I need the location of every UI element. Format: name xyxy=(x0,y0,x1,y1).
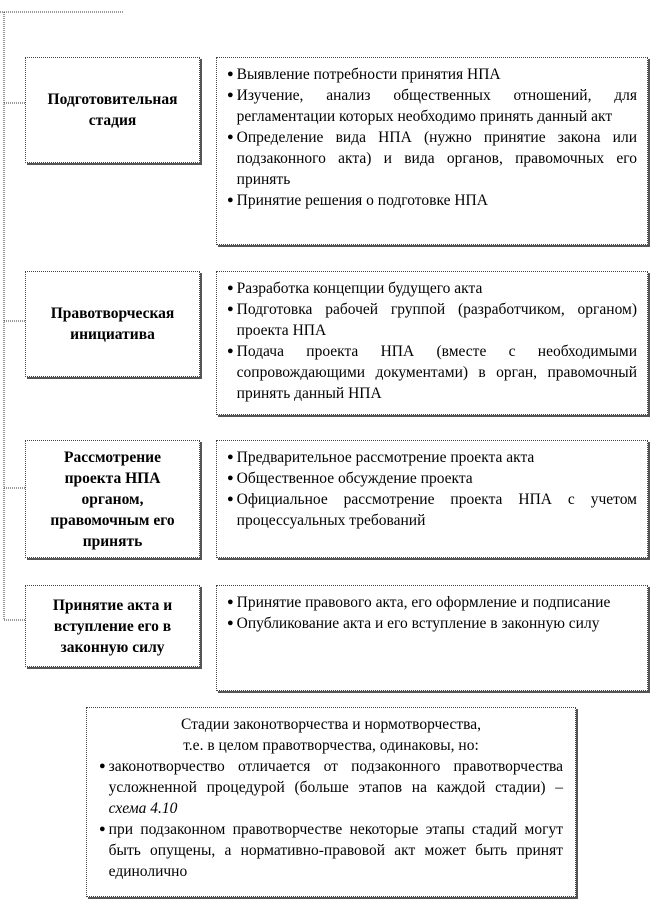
stage-items-preparatory xyxy=(216,57,648,245)
bullet-icon: ● xyxy=(227,131,234,143)
bullet-icon: ● xyxy=(227,194,234,206)
list-item: ● Определение вида НПА (нужно принятие закона или подзаконного акта) и вида органов, правомочных его принять xyxy=(227,129,637,188)
list-item: ● Подготовка рабочей группой (разработчиком, органом) проекта НПА xyxy=(227,301,637,339)
bullet-icon: ● xyxy=(227,596,234,608)
bullet-icon: ● xyxy=(227,89,234,101)
bullet-icon: ● xyxy=(227,68,234,80)
list-item xyxy=(99,756,563,819)
stage-items-adoption xyxy=(216,585,648,691)
bullet-icon: ● xyxy=(227,345,234,357)
list-item: ● Общественное обсуждение проекта xyxy=(227,470,473,487)
list-item: ● Принятие правового акта, его оформление и подписание xyxy=(227,594,611,611)
stage-box-preparatory xyxy=(25,57,200,163)
bullet-icon: ● xyxy=(227,303,234,315)
list-item: ● Опубликование акта и его вступление в законную силу xyxy=(227,615,600,632)
scheme-reference: схема 4.10 xyxy=(108,800,178,817)
bullet-icon: ● xyxy=(227,472,234,484)
list-item xyxy=(99,819,563,882)
stage-box-consideration xyxy=(25,440,200,558)
list-item: ● Изучение, анализ общественных отношений, для регламентации которых необходимо принять данный акт xyxy=(227,87,637,125)
bullet-icon: ● xyxy=(227,451,234,463)
stage-title: Правотворческая инициатива xyxy=(50,305,175,343)
note-point-text: законотворчество отличается от подзаконного правотворчества усложненной процедурой (больше этапов на каждой стадии) – xyxy=(108,758,563,796)
stage-title: Рассмотрение проекта НПА органом, правомочным его принять xyxy=(50,448,175,550)
bullet-icon: ● xyxy=(227,617,234,629)
list-item: ● Предварительное рассмотрение проекта акта xyxy=(227,449,535,466)
list-item: ● Подача проекта НПА (вместе с необходимыми сопровождающими документами) в орган, правомочный принять данный НПА xyxy=(227,343,637,402)
stage-title: Принятие акта и вступление его в законную силу xyxy=(52,596,173,656)
list-item: ● Выявление потребности принятия НПА xyxy=(227,66,501,83)
stage-box-adoption xyxy=(25,585,200,667)
bullet-icon: ● xyxy=(227,493,234,505)
list-item: ● Принятие решения о подготовке НПА xyxy=(227,192,488,209)
list-item: ● Официальное рассмотрение проекта НПА с учетом процессуальных требований xyxy=(227,491,637,529)
stage-items-initiative xyxy=(216,271,648,415)
bullet-icon: ● xyxy=(227,282,234,294)
note-point-text: при подзаконном правотворчестве некоторые этапы стадий могут быть опущены, а нормативно-правовой акт может быть принят единолично xyxy=(108,821,563,880)
stage-items-consideration xyxy=(216,440,648,558)
summary-note xyxy=(86,707,576,897)
stage-box-initiative xyxy=(25,271,200,377)
note-heading-line1: Стадии законотворчества и нормотворчества, xyxy=(180,716,482,733)
list-item: ● Разработка концепции будущего акта xyxy=(227,280,483,297)
stage-title: Подготовительная стадия xyxy=(47,91,178,129)
bullet-icon: ● xyxy=(99,760,106,772)
note-heading-line2: т.е. в целом правотворчества, одинаковы, но: xyxy=(183,737,479,754)
bullet-icon: ● xyxy=(99,823,106,835)
